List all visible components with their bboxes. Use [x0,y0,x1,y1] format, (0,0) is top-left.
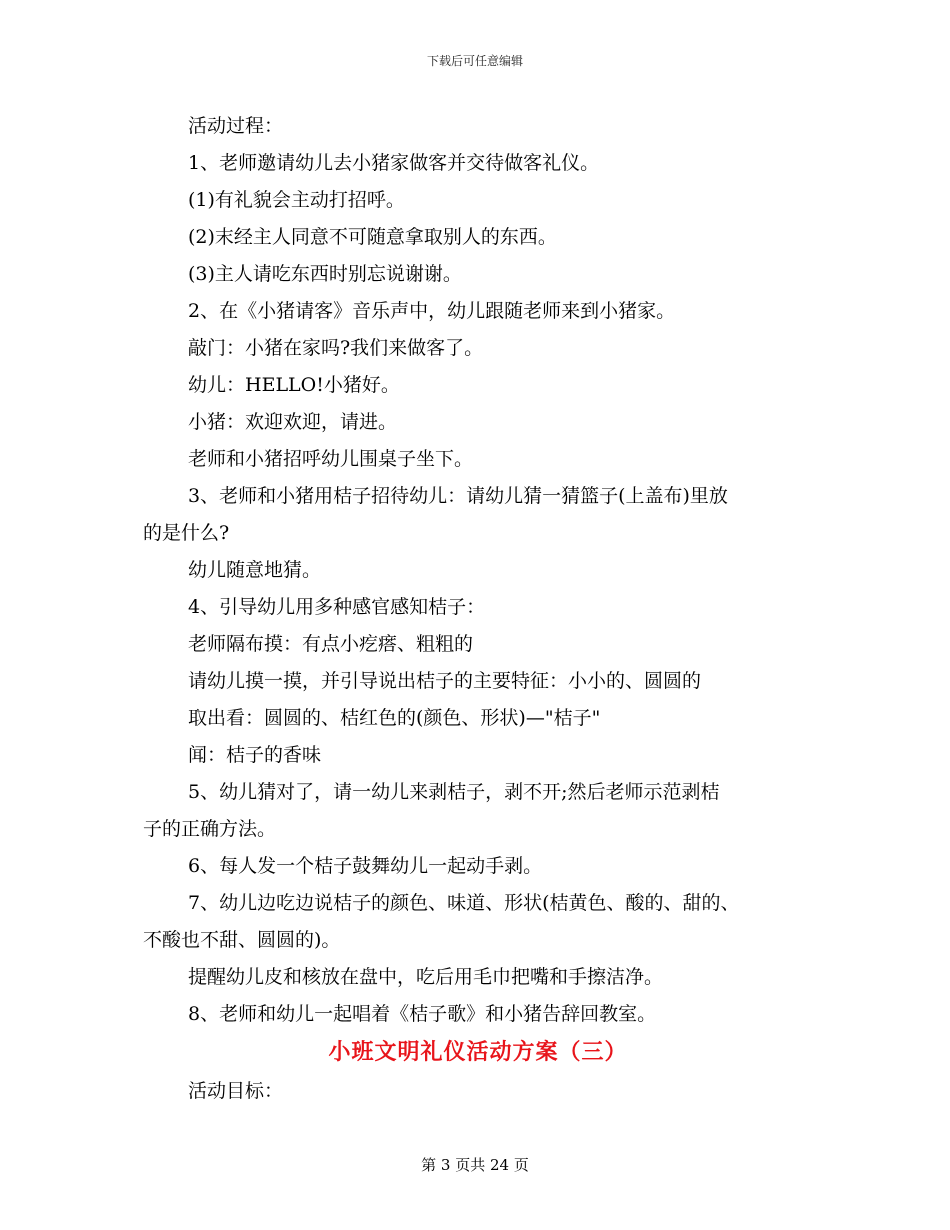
section-heading: 小班文明礼仪活动方案（三） [328,1040,628,1065]
paragraph-line: (3)主人请吃东西时别忘说谢谢。 [188,263,462,285]
paragraph-line: 敲门：小猪在家吗?我们来做客了。 [188,337,484,359]
page-footer: 第 3 页共 24 页 [421,1156,529,1174]
paragraph-line: 5、幼儿猜对了，请一幼儿来剥桔子，剥不开;然后老师示范剥桔 [188,781,720,803]
paragraph-line: 提醒幼儿皮和核放在盘中，吃后用毛巾把嘴和手擦洁净。 [188,966,664,988]
paragraph-line: (1)有礼貌会主动打招呼。 [188,189,405,211]
paragraph-line: 7、幼儿边吃边说桔子的颜色、味道、形状(桔黄色、酸的、甜的、 [188,892,740,914]
paragraph-line: 子的正确方法。 [143,818,277,840]
paragraph-line: 1、老师邀请幼儿去小猪家做客并交待做客礼仪。 [188,152,600,174]
paragraph-line: 闻：桔子的香味 [188,744,322,766]
document-body [143,108,813,1110]
paragraph-line: 3、老师和小猪用桔子招待幼儿：请幼儿猜一猜篮子(上盖布)里放 [188,485,728,507]
paragraph-line: 2、在《小猪请客》音乐声中，幼儿跟随老师来到小猪家。 [188,300,676,322]
paragraph-line: 不酸也不甜、圆圆的)。 [143,929,341,951]
paragraph-line: 请幼儿摸一摸，并引导说出桔子的主要特征：小小的、圆圆的 [188,670,702,692]
paragraph-line: 活动目标： [188,1080,284,1102]
paragraph-line: 幼儿随意地猜。 [188,559,322,581]
paragraph-line: 6、每人发一个桔子鼓舞幼儿一起动手剥。 [188,855,543,877]
paragraph-list [143,108,813,1033]
paragraph-line: 老师和小猪招呼幼儿围桌子坐下。 [188,448,474,470]
paragraph-line: (2)末经主人同意不可随意拿取别人的东西。 [188,226,557,248]
paragraph-line: 4、引导幼儿用多种感官感知桔子： [188,596,486,618]
paragraph-line: 的是什么? [143,522,230,544]
paragraph-line: 活动过程： [188,115,284,137]
paragraph-line: 取出看：圆圆的、桔红色的(颜色、形状)—"桔子" [188,707,601,729]
paragraph-line: 老师隔布摸：有点小疙瘩、粗粗的 [188,633,474,655]
paragraph-line: 8、老师和幼儿一起唱着《桔子歌》和小猪告辞回教室。 [188,1003,657,1025]
paragraph-line: 幼儿：HELLO!小猪好。 [188,374,400,396]
page-header: 下载后可任意编辑 [426,54,523,68]
paragraph-line: 小猪：欢迎欢迎，请进。 [188,411,398,433]
